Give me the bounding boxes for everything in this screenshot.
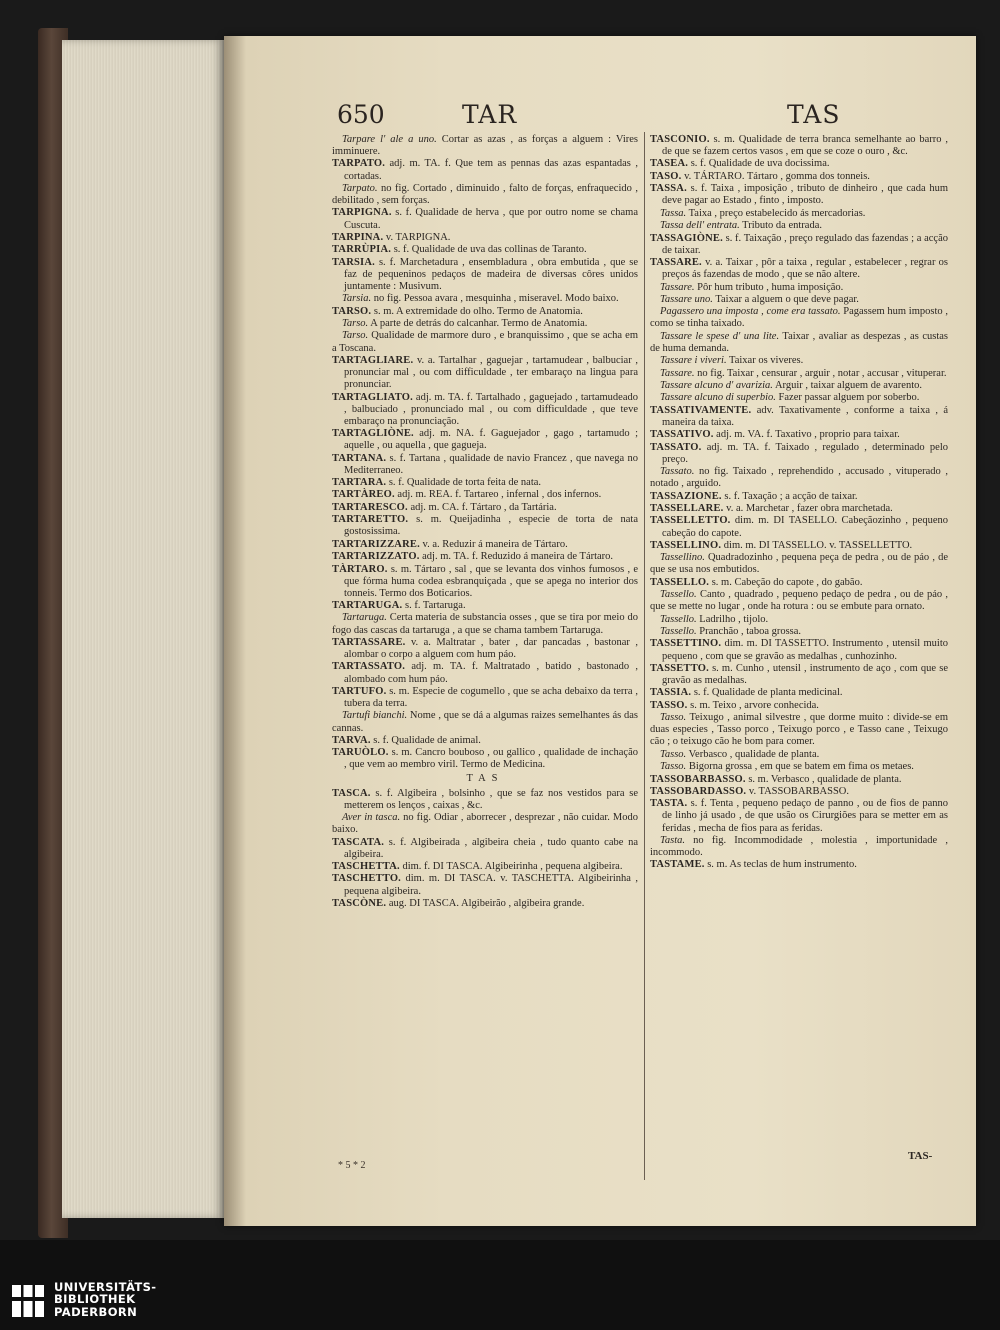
definition: s. m. Cabeção do capote , do gabão. — [709, 576, 863, 588]
dictionary-entry — [332, 244, 638, 256]
right-column — [650, 134, 948, 1180]
headword: TARTARIZZARE. — [332, 538, 420, 550]
headword: TARTARIZZATO. — [332, 551, 420, 563]
headword: TASSELLARE. — [650, 503, 724, 515]
sub-headword: Tassellino. — [660, 552, 705, 564]
headword: TASSELLETTO. — [650, 515, 731, 527]
headword: TARTARA. — [332, 477, 387, 489]
headword: TARTARESCO. — [332, 501, 408, 513]
definition: dim. f. DI TASCA. Algibeirinha , pequena algibeira. — [399, 861, 623, 873]
dictionary-entry — [650, 442, 948, 466]
dictionary-entry — [332, 788, 638, 812]
dictionary-entry — [650, 835, 948, 859]
definition: s. f. Qualidade de uva docissima. — [688, 158, 830, 170]
headword: TARTUFO. — [332, 685, 387, 697]
definition: v. TARPIGNA. — [383, 231, 451, 243]
dictionary-entry — [650, 491, 948, 503]
running-head-right: TAS — [787, 100, 841, 129]
headword: TASSOBARBASSO. — [650, 773, 746, 785]
definition: s. f. Tenta , pequeno pedaço de panno , ou de fios de panno de linho já usado , de que usão os Cirurgiões para se metter em as feridas , mecha de fios para as feridas. — [662, 798, 948, 834]
dictionary-entry — [332, 600, 638, 612]
dictionary-entry — [332, 710, 638, 734]
definition: s. m. Cancro bouboso , ou gallico , qualidade de inchação , que vem ao membro viril. Termo de Medicina. — [344, 747, 638, 771]
definition: s. m. A extremidade do olho. Termo de Anatomia. — [371, 305, 583, 317]
headword: TASSIA. — [650, 687, 692, 699]
definition: A parte de detrás do calcanhar. Termo de Anatomia. — [368, 318, 588, 330]
headword: TASTAME. — [650, 859, 705, 871]
definition: Certa materia de substancia osses , que se tira por meio do fogo das cascas da tartaruga , a que se chama tambem Tartaruga. — [332, 612, 638, 636]
sub-headword: Tassare. — [660, 281, 695, 293]
logo-line-2: BIBLIOTHEK — [54, 1292, 136, 1307]
definition: dim. m. DI TASCA. v. TASCHETTA. Algibeirinha , pequena algibeira. — [344, 873, 638, 897]
dictionary-entry — [332, 812, 638, 836]
sub-headword: Tasso. — [660, 712, 687, 724]
definition: Quadradozinho , pequena peça de pedra , ou de páo , de que se usa nos embutidos. — [650, 552, 948, 576]
definition: no fig. Taixado , reprehendido , accusado , vituperado , notado , arguido. — [650, 466, 948, 490]
dictionary-entry — [332, 355, 638, 391]
definition: v. a. Marchetar , fazer obra marchetada. — [723, 503, 893, 515]
dictionary-entry — [332, 134, 638, 158]
headword: TASCÒNIO. — [650, 134, 710, 145]
dictionary-entry — [650, 515, 948, 539]
definition: Taixar a alguem o que deve pagar. — [712, 293, 859, 305]
headword: TARPINA. — [332, 231, 384, 243]
dictionary-entry — [332, 747, 638, 771]
definition: v. TÁRTARO. Tártaro , gomma dos tonneis. — [681, 170, 870, 182]
dictionary-entry — [332, 232, 638, 244]
definition: s. m. Cunho , utensil , instrumento de aço , com que se gravão as medalhas. — [662, 662, 948, 687]
headword: TARTAGLIATO. — [332, 391, 413, 403]
headword: TARTAGLIÒNE. — [332, 428, 414, 440]
definition: Pranchão , taboa grossa. — [696, 626, 802, 638]
headword: TASSATIVO. — [650, 429, 714, 441]
definition: adv. Taxativamente , conforme a taixa , á maneira da taixa. — [662, 404, 948, 428]
headword: TASTA. — [650, 798, 688, 810]
dictionary-entry — [332, 183, 638, 207]
definition: no fig. Cortado , diminuido , falto de forças, enfraquecido , debilitado , sem forças. — [332, 182, 638, 207]
headword: TARTAGLIARE. — [332, 354, 414, 366]
headword: TASSOBARDASSO. — [650, 785, 747, 797]
sub-headword: Tassato. — [660, 466, 695, 478]
dictionary-entry — [650, 183, 948, 207]
dictionary-entry — [650, 306, 948, 330]
sub-headword: Tarpare l' ale a uno. — [342, 134, 437, 145]
catchword: TAS- — [908, 1150, 933, 1162]
sub-headword: Tasta. — [660, 834, 686, 846]
headword: TARTASSARE. — [332, 636, 406, 648]
definition: dim. m. DI TASSETTO. Instrumento , utensil muito pequeno , com que se gravão as medalhas , cunhozinho. — [662, 638, 948, 662]
dictionary-entry — [650, 233, 948, 257]
dictionary-entry — [332, 735, 638, 747]
dictionary-entry — [332, 158, 638, 182]
sub-headword: Tassare le spese d' una lite. — [660, 330, 780, 342]
dictionary-entry — [332, 539, 638, 551]
dictionary-entry — [650, 208, 948, 220]
definition: no fig. Pessoa avara , mesquinha , miseravel. Modo baixo. — [371, 293, 619, 305]
sub-headword: Tassare uno. — [660, 293, 713, 305]
dictionary-entry — [650, 257, 948, 281]
definition: v. a. Tartalhar , gaguejar , tartamudear , balbuciar , pronunciar mal , ou com difficuldade , ter embaraço na lingua para pronunciar. — [344, 354, 638, 391]
dictionary-entry — [650, 638, 948, 662]
definition: dim. m. DI TASELLO. Cabeçãozinho , pequeno cabeção do capote. — [662, 515, 948, 539]
sub-headword: Tasso. — [660, 748, 687, 760]
dictionary-entry — [650, 774, 948, 786]
definition: no fig. Incommodidade , molestia , importunidade , incommodo. — [650, 834, 948, 859]
dictionary-entry — [650, 577, 948, 589]
dictionary-entry — [650, 294, 948, 306]
headword: TARTASSATO. — [332, 661, 406, 673]
sub-headword: Tassare i viveri. — [660, 355, 727, 367]
dictionary-entry — [332, 686, 638, 710]
definition: adj. m. CA. f. Tártaro , da Tartária. — [407, 501, 557, 513]
dictionary-entry — [332, 293, 638, 305]
definition: Tributo da entrada. — [739, 220, 822, 232]
definition: v. TASSOBARBASSO. — [746, 785, 849, 797]
headword: TASCÒNE. — [332, 897, 387, 909]
headword: TARUÒLO. — [332, 747, 389, 759]
dictionary-entry — [332, 837, 638, 861]
dictionary-entry — [650, 687, 948, 699]
definition: s. f. Taixa , imposição , tributo de dinheiro , que cada hum deve pagar ao Estado , finto , imposto. — [662, 183, 948, 207]
dictionary-entry — [332, 453, 638, 477]
section-heading: TAS — [466, 773, 504, 785]
headword: TASCHETTA. — [332, 861, 400, 873]
dictionary-entry — [650, 749, 948, 761]
sub-headword: Tasso. — [660, 761, 687, 773]
headword: TÀRTARO. — [332, 563, 388, 575]
sub-headword: Tassare alcuno di superbio. — [660, 392, 776, 404]
dictionary-entry — [332, 392, 638, 428]
dictionary-entry — [650, 282, 948, 294]
headword: TASSAZIONE. — [650, 490, 722, 502]
sub-headword: Tassello. — [660, 626, 697, 638]
headword: TASSO. — [650, 699, 688, 711]
definition: s. f. Taxação ; a acção de taixar. — [721, 490, 858, 502]
headword: TASSELLO. — [650, 576, 710, 588]
definition: Taixa , preço estabelecido ás mercadorias. — [686, 207, 866, 219]
sub-headword: Tarso. — [342, 330, 369, 342]
dictionary-entry — [650, 663, 948, 687]
column-rule — [644, 132, 645, 1180]
sub-headword: Tassello. — [660, 589, 697, 601]
dictionary-entry — [650, 552, 948, 576]
definition: adj. m. NA. f. Gaguejador , gago , tartamudo ; aquelle , ou aquella , que gagueja. — [344, 428, 638, 452]
sub-headword: Tartufi bianchi. — [342, 710, 408, 722]
definition: Arguir , taixar alguem de avarento. — [772, 380, 922, 392]
running-head-left: TAR — [462, 100, 518, 129]
dictionary-entry — [332, 514, 638, 538]
dictionary-entry — [650, 503, 948, 515]
definition: Ladrilho , tijolo. — [696, 613, 769, 625]
definition: s. m. Especie de cogumello , que se acha debaixo da terra , tubera da terra. — [344, 685, 638, 710]
dictionary-entry — [332, 612, 638, 636]
definition: Verbasco , qualidade de planta. — [686, 748, 820, 760]
dictionary-entry — [650, 429, 948, 441]
headword: TARRÙPIA. — [332, 244, 392, 256]
dictionary-entry — [650, 220, 948, 232]
dictionary-entry — [332, 306, 638, 318]
definition: s. f. Algibeirada , algibeira cheia , tudo quanto cabe na algibeira. — [344, 836, 638, 860]
definition: Pôr hum tributo , huma imposição. — [694, 281, 844, 293]
dictionary-entry — [650, 134, 948, 158]
definition: adj. m. VA. f. Taxativo , proprio para taixar. — [713, 429, 900, 441]
definition: dim. m. DI TASSELLO. v. TASSELLETTO. — [721, 539, 913, 551]
definition: s. f. Marchetadura , ensembladura , obra embutida , que se faz de pequeninos pedaços de madeira de diversas côres unidos juntamente : Musivum. — [344, 256, 638, 292]
dictionary-entry — [332, 257, 638, 293]
definition: Pagassem hum imposto , como se tinha taixado. — [650, 306, 948, 330]
headword: TASSATO. — [650, 441, 702, 453]
dictionary-entry — [650, 158, 948, 170]
dictionary-entry — [650, 712, 948, 748]
definition: no fig. Taixar , censurar , arguir , notar , accusar , vituperar. — [694, 367, 947, 379]
headword: TARPATO. — [332, 158, 386, 170]
headword: TARSO. — [332, 305, 372, 317]
dictionary-entry — [650, 171, 948, 183]
left-column — [332, 134, 638, 1180]
headword: TARTARETTO. — [332, 514, 409, 526]
dictionary-entry — [650, 331, 948, 355]
sub-headword: Tarsia. — [342, 293, 372, 305]
definition: s. f. Qualidade de herva , que por outro nome se chama Cuscuta. — [344, 207, 638, 231]
headword: TASSATIVAMENTE. — [650, 404, 752, 416]
definition: s. f. Tartana , qualidade de navio Francez , que navega no Mediterraneo. — [344, 452, 638, 476]
headword: TASO. — [650, 170, 682, 182]
definition: Taixar os viveres. — [726, 355, 804, 367]
definition: s. m. Verbasco , qualidade de planta. — [745, 773, 902, 785]
logo-line-3: PADERBORN — [54, 1304, 138, 1319]
definition: adj. m. TA. f. Tartalhado , gaguejado , tartamudeado , balbuciado , pronunciado mal , ou com difficuldade , que teve embaraço na pronunciação. — [344, 391, 638, 427]
sub-headword: Aver in tasca. — [342, 812, 401, 824]
dictionary-entry — [650, 761, 948, 773]
dictionary-entry — [650, 614, 948, 626]
dictionary-entry — [332, 502, 638, 514]
headword: TASCHETTO. — [332, 873, 402, 885]
gutter-shadow — [224, 36, 246, 1226]
dictionary-entry — [332, 564, 638, 600]
definition: v. a. Taixar , pôr a taixa , regular , estabelecer , regrar os preços ás fazendas de modo , que se não altere. — [662, 257, 948, 281]
dictionary-entry — [332, 661, 638, 685]
definition: Taixar , avaliar as despezas , as custas de huma demanda. — [650, 330, 948, 354]
headword: TARTÀREO. — [332, 489, 395, 501]
headword: TASSAGIÒNE. — [650, 232, 723, 244]
sub-headword: Tassare alcuno d' avarizia. — [660, 380, 773, 392]
headword: TASCA. — [332, 787, 371, 799]
headword: TARTARUGA. — [332, 600, 403, 612]
definition: Teixugo , animal silvestre , que dorme muito : divide-se em duas especies , Tasso porco , Teixugo porco , e Tasso cane , Teixugo cão ; o teixugo cão he bom para comer. — [650, 712, 948, 748]
dictionary-entry — [332, 318, 638, 330]
dictionary-entry — [332, 873, 638, 897]
definition: s. f. Qualidade de uva das collinas de Taranto. — [391, 244, 587, 256]
sub-headword: Tassa dell' entrata. — [660, 220, 740, 232]
definition: no fig. Odiar , aborrecer , desprezar , não cuidar. Modo baixo. — [332, 812, 638, 836]
definition: s. f. Tartaruga. — [402, 600, 466, 612]
headword: TASSETTO. — [650, 662, 709, 674]
headword: TASSELLINO. — [650, 539, 722, 551]
definition: s. m. Queijadinha , especie de torta de nata gostosissima. — [344, 514, 638, 538]
definition: Nome , que se dá a algumas raizes semelhantes ás das cannas. — [332, 710, 638, 734]
dictionary-entry — [650, 626, 948, 638]
definition: Qualidade de marmore duro , e branquissimo , que se acha em a Toscana. — [332, 330, 638, 354]
dictionary-entry — [650, 540, 948, 552]
headword: TARVA. — [332, 734, 371, 746]
definition: s. m. Teixo , arvore conhecida. — [687, 699, 819, 711]
definition: s. f. Qualidade de planta medicinal. — [691, 687, 843, 699]
headword: TARPIGNA. — [332, 207, 392, 219]
dictionary-entry — [332, 207, 638, 231]
definition: v. a. Maltratar , bater , dar pancadas , bastonar , alombar o corpo a alguem com hum páo. — [344, 636, 638, 661]
definition: aug. DI TASCA. Algibeirão , algibeira grande. — [386, 897, 585, 909]
headword: TASSA. — [650, 183, 687, 195]
sub-headword: Tassare. — [660, 367, 695, 379]
dictionary-entry — [332, 428, 638, 452]
dictionary-entry — [332, 861, 638, 873]
sub-headword: Tarpato. — [342, 182, 378, 194]
headword: TARSIA. — [332, 256, 375, 268]
definition: s. f. Algibeira , bolsinho , que se faz nos vestidos para se metterem os lenços , caixas , &c. — [344, 787, 638, 811]
definition: adj. m. TA. f. Reduzido á maneira de Tártaro. — [419, 551, 614, 563]
headword: TASCATA. — [332, 836, 385, 848]
definition: s. f. Qualidade de torta feita de nata. — [386, 477, 542, 489]
dictionary-entry — [650, 466, 948, 490]
definition: s. f. Taixação , preço regulado das fazendas ; a acção de taixar. — [662, 232, 948, 256]
dictionary-entry — [650, 368, 948, 380]
dictionary-entry — [650, 700, 948, 712]
definition: adj. m. TA. f. Que tem as pennas das azas espantadas , cortadas. — [344, 158, 638, 182]
dictionary-entry — [332, 489, 638, 501]
definition: adj. m. TA. f. Taixado , regulado , determinado pelo preço. — [662, 441, 948, 465]
definition: Canto , quadrado , pequeno pedaço de pedra , ou de páo , que se mette no lugar , onde ha rotura : ou se embute para ornato. — [650, 589, 948, 613]
dictionary-entry — [332, 898, 638, 910]
dictionary-entry — [650, 380, 948, 392]
dictionary-entry — [332, 330, 638, 354]
sub-headword: Tartaruga. — [342, 612, 387, 624]
dictionary-entry — [332, 551, 638, 563]
dictionary-entry — [650, 859, 948, 871]
sub-headword: Tassa. — [660, 207, 687, 219]
dictionary-entry — [650, 798, 948, 834]
sub-headword: Pagassero una imposta , come era tassato. — [660, 306, 841, 318]
signature-mark: * 5 * 2 — [338, 1160, 366, 1171]
sub-headword: Tassello. — [660, 613, 697, 625]
dictionary-entry — [650, 392, 948, 404]
logo-line-1: UNIVERSITÄTS- — [54, 1280, 157, 1294]
page-number: 650 — [337, 100, 385, 129]
definition: Cortar as azas , as forças a alguem : Vires imminuere. — [332, 134, 638, 158]
definition: v. a. Reduzir á maneira de Tártaro. — [419, 538, 568, 550]
library-logo-text — [54, 1281, 156, 1318]
headword: TARTANA. — [332, 452, 387, 464]
definition: s. m. Tártaro , sal , que se levanta dos vinhos fumosos , e que fórma huma codea esbranquiçada , que se apega no interior dos tonneis. Termo dos Boticarios. — [344, 563, 638, 599]
definition: s. f. Qualidade de animal. — [370, 734, 481, 746]
definition: Fazer passar alguem por soberbo. — [775, 392, 920, 404]
dictionary-entry — [332, 637, 638, 661]
dictionary-entry — [650, 589, 948, 613]
headword: TASSARE. — [650, 257, 702, 269]
headword: TASEA. — [650, 158, 689, 170]
dictionary-entry — [650, 355, 948, 367]
sub-headword: Tarso. — [342, 318, 369, 330]
dictionary-entry — [332, 477, 638, 489]
definition: Bigorna grossa , em que se batem em fima os metaes. — [686, 761, 914, 773]
definition: s. m. Qualidade de terra branca semelhante ao barro , de que se fazem certos vasos , em que se coze o ouro , &c. — [662, 134, 948, 158]
definition: adj. m. TA. f. Maltratado , batido , bastonado , alombado com hum páo. — [344, 661, 638, 685]
definition: adj. m. REA. f. Tartareo , infernal , dos infernos. — [394, 489, 602, 501]
headword: TASSETTINO. — [650, 638, 722, 650]
dictionary-entry — [650, 405, 948, 429]
page-edges — [62, 40, 224, 1218]
dictionary-entry — [650, 786, 948, 798]
library-logo-icon — [10, 1283, 46, 1319]
definition: s. m. As teclas de hum instrumento. — [704, 859, 857, 871]
